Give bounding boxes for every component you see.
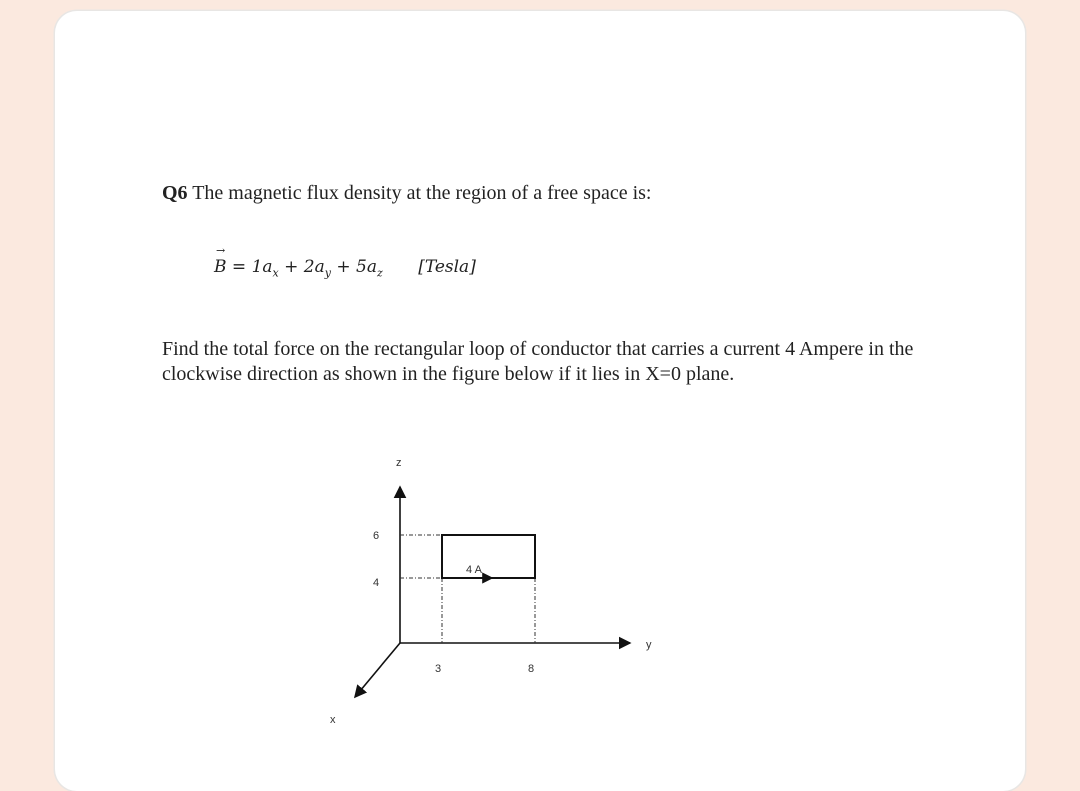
x-axis (355, 643, 400, 697)
current-label: 4 A (466, 564, 482, 576)
tick-y8: 8 (528, 663, 535, 675)
term-x: 1a (251, 257, 273, 277)
axis-x-label: x (330, 714, 336, 726)
tick-y3: 3 (435, 663, 442, 675)
sub-z: z (376, 266, 383, 280)
vector-b: → B (214, 257, 227, 277)
question-heading (162, 182, 651, 205)
sub-x: x (272, 266, 279, 280)
current-loop (442, 535, 535, 578)
question-text: The magnetic flux density at the region of a free space is: (192, 182, 652, 204)
unit-label: [Tesla] (418, 257, 476, 277)
axis-y-label: y (646, 639, 652, 651)
term-z: + 5a (336, 257, 377, 277)
axis-z-label: z (396, 457, 402, 469)
tick-z6: 6 (373, 530, 380, 542)
tick-z4: 4 (373, 577, 380, 589)
question-number: Q6 (162, 182, 188, 204)
sub-y: y (324, 266, 331, 280)
term-y: + 2a (284, 257, 325, 277)
flux-density-equation: → $B = 1a_x + 2a_y + 5a_z$ [Tesla] (214, 257, 476, 279)
problem-statement: Find the total force on the rectangular loop of conductor that carries a current 4 Ampere in the clockwise direction as shown in the figure below if it lies in X=0 plane. (162, 338, 914, 385)
loop-figure (300, 440, 680, 740)
